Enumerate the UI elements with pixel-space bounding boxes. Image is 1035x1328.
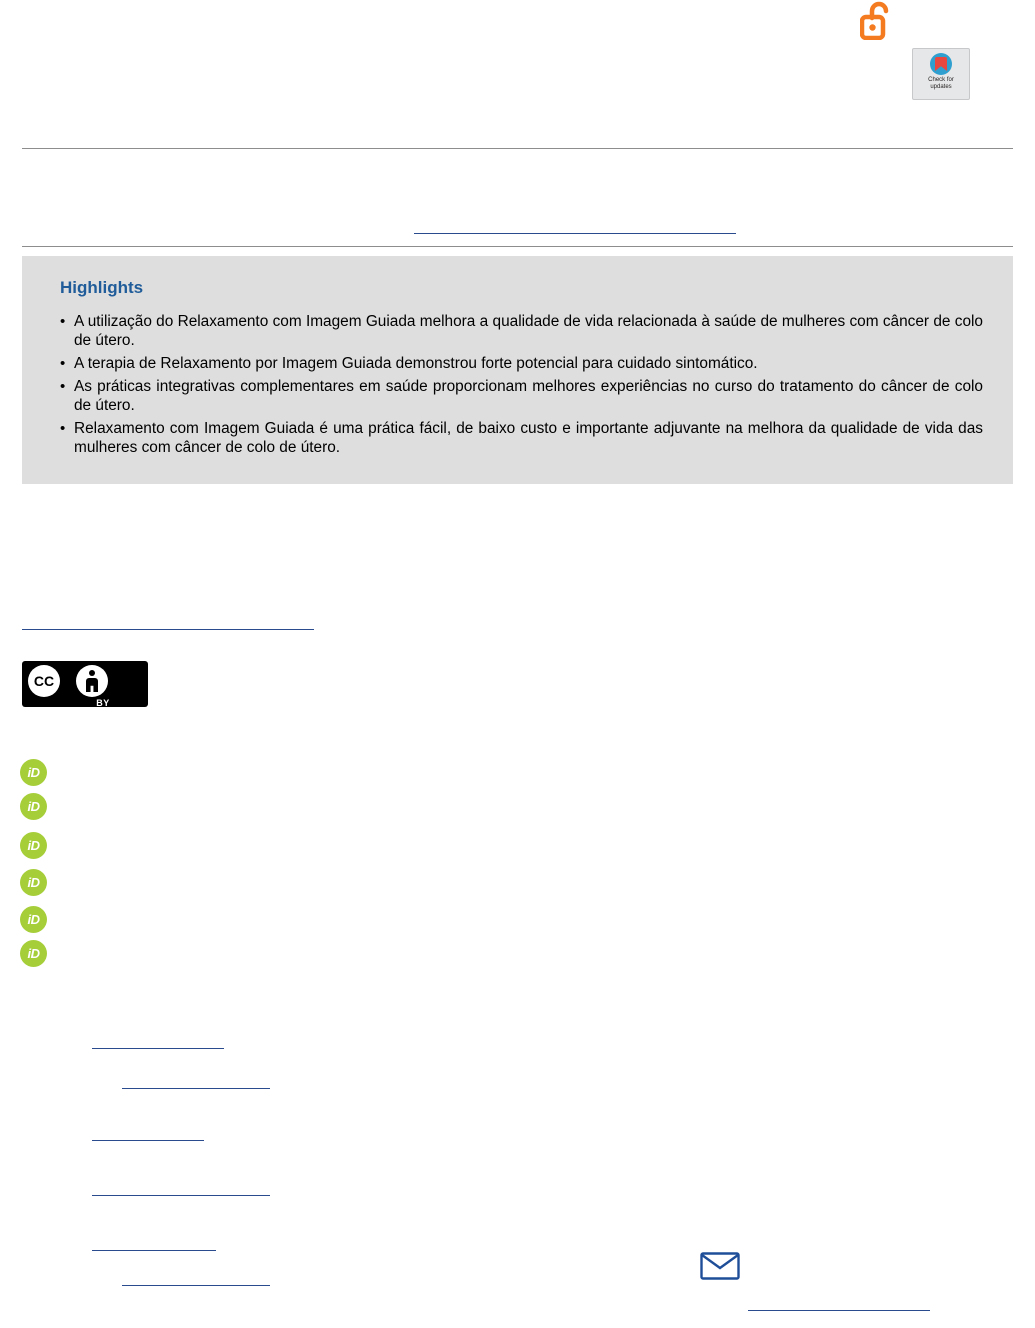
affiliation-link-4[interactable] — [92, 1183, 270, 1196]
crossmark-label-line2: updates — [930, 84, 952, 90]
crossmark-icon — [930, 53, 952, 75]
orcid-icon[interactable]: iD — [20, 832, 47, 859]
affiliation-link-2[interactable] — [122, 1076, 270, 1089]
orcid-icon[interactable]: iD — [20, 869, 47, 896]
affiliation-link-6[interactable] — [122, 1273, 270, 1286]
crossmark-check-for-updates-badge[interactable] — [912, 48, 970, 100]
affiliation-link-1[interactable] — [92, 1036, 224, 1049]
orcid-icon[interactable]: iD — [20, 906, 47, 933]
list-item: • A utilização do Relaxamento com Imagem Guiada melhora a qualidade de vida relacionada à saúde de mulheres com câncer de colo de útero. — [60, 312, 983, 350]
creative-commons-license-badge[interactable] — [22, 661, 148, 707]
corresponding-email-link[interactable] — [748, 1298, 930, 1311]
cc-by-icon — [68, 665, 138, 708]
cc-by-label: BY — [96, 698, 110, 708]
person-icon — [76, 665, 108, 697]
highlights-title: Highlights — [60, 278, 144, 297]
cc-icon: CC — [28, 665, 60, 697]
highlights-list — [60, 312, 983, 457]
affiliation-link-3[interactable] — [92, 1128, 204, 1141]
list-item: • Relaxamento com Imagem Guiada é uma prática fácil, de baixo custo e importante adjuvante na melhora da qualidade de vida das mulheres com câncer de colo de útero. — [60, 419, 983, 457]
list-item: • A terapia de Relaxamento por Imagem Guiada demonstrou forte potencial para cuidado sintomático. — [60, 354, 983, 373]
affiliation-link-5[interactable] — [92, 1238, 216, 1251]
orcid-icon[interactable]: iD — [20, 940, 47, 967]
email-icon[interactable] — [700, 1252, 740, 1280]
open-access-icon — [860, 0, 896, 40]
orcid-icon[interactable]: iD — [20, 759, 47, 786]
list-item: • As práticas integrativas complementares em saúde proporcionam melhores experiências no curso do tratamento do câncer de colo de útero. — [60, 377, 983, 415]
doi-link[interactable] — [414, 220, 736, 234]
header-divider-top — [22, 148, 1013, 149]
crossmark-label-line1: Check for — [928, 77, 954, 83]
journal-url-link[interactable] — [22, 617, 314, 630]
highlights-box — [22, 256, 1013, 484]
header-divider-bottom — [22, 246, 1013, 247]
orcid-icon[interactable]: iD — [20, 793, 47, 820]
